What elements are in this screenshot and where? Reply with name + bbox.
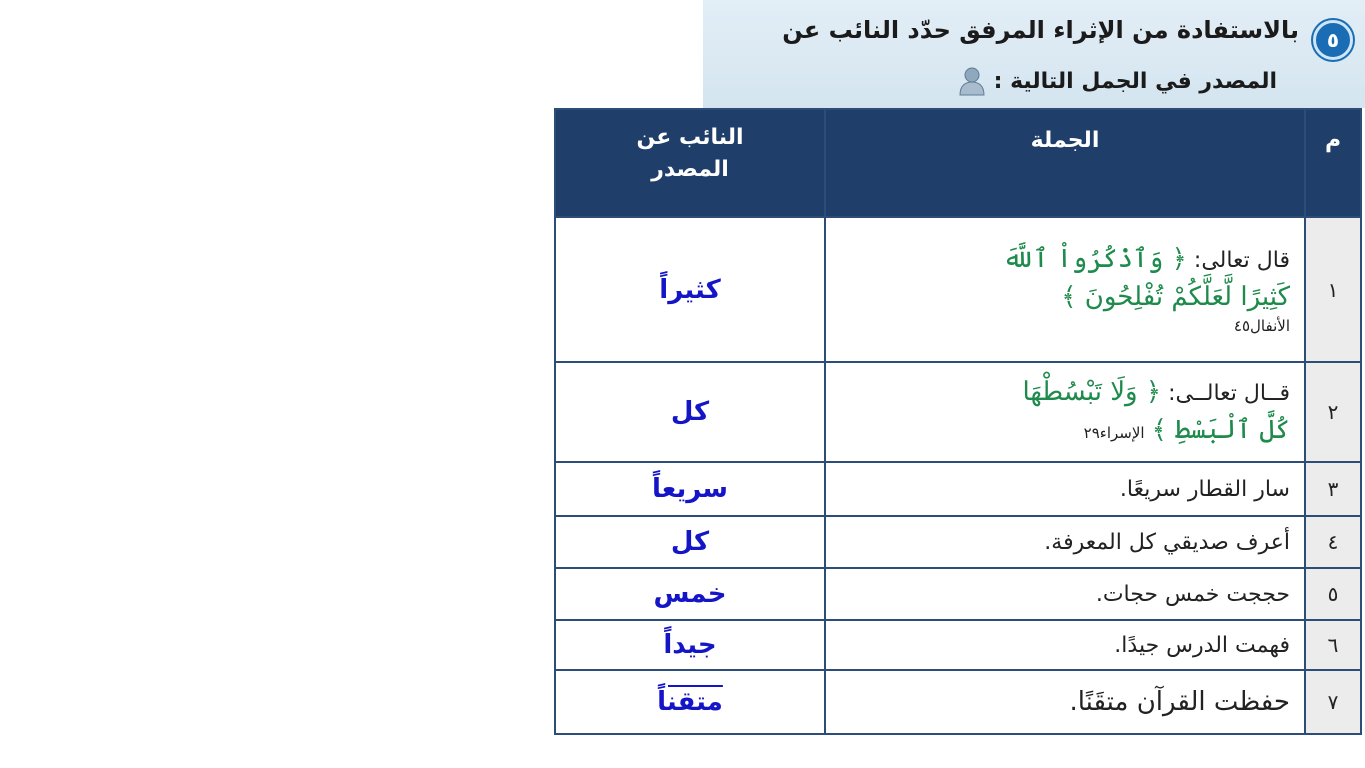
row-sentence: أعرف صديقي كل المعرفة.: [825, 516, 1305, 568]
row-number: ٦: [1305, 620, 1361, 670]
table-header-row: [555, 109, 1361, 217]
verse-text-line1: ﴿ وَلَا تَبْسُطْهَا: [1022, 377, 1162, 408]
question-header: [703, 0, 1365, 108]
row-sentence: سار القطار سريعًا.: [825, 462, 1305, 516]
verse-text-line2: كُلَّ ٱلْبَسْطِ ﴾: [1151, 415, 1290, 445]
row-number: ٢: [1305, 362, 1361, 462]
row-answer: جيداً: [555, 620, 825, 670]
header-answer: [555, 109, 825, 217]
table-row: [555, 620, 1361, 670]
row-answer: كل: [555, 516, 825, 568]
question-text-line2-label: المصدر في الجمل التالية :: [993, 68, 1277, 94]
verse-reference: الأنفال٤٥: [1233, 317, 1290, 336]
row-answer: كثيراً: [555, 217, 825, 362]
row-number: ٣: [1305, 462, 1361, 516]
header-sentence: الجملة: [825, 109, 1305, 217]
question-number-badge: ٥: [1313, 20, 1353, 60]
person-icon: [958, 66, 986, 96]
row-number: ٤: [1305, 516, 1361, 568]
table-row: [555, 362, 1361, 462]
header-answer-line1: النائب عن: [636, 125, 744, 150]
verse-text-line1: ﴿ وَٱذْكُرُواْ ٱللَّهَ: [1002, 243, 1187, 274]
row-sentence: حججت خمس حجات.: [825, 568, 1305, 620]
row-sentence: فهمت الدرس جيدًا.: [825, 620, 1305, 670]
verse-text-line2: كَثِيرًا لَّعَلَّكُمْ تُفْلِحُونَ ﴾: [1061, 281, 1290, 312]
row-answer: كل: [555, 362, 825, 462]
table-row: [555, 217, 1361, 362]
row-answer: خمس: [555, 568, 825, 620]
verse-prefix: قــال تعالــى:: [1168, 381, 1290, 407]
row-number: ٧: [1305, 670, 1361, 734]
verse-reference: الإسراء٢٩: [1083, 424, 1145, 442]
row-sentence: [825, 217, 1305, 362]
row-answer: سريعاً: [555, 462, 825, 516]
row-answer: متقناً: [555, 670, 825, 734]
header-answer-line2: المصدر: [651, 156, 729, 182]
row-number: ١: [1305, 217, 1361, 362]
table-row: [555, 568, 1361, 620]
question-text-line2: [958, 66, 1277, 96]
row-number: ٥: [1305, 568, 1361, 620]
header-num: م: [1305, 109, 1361, 217]
table-row: [555, 462, 1361, 516]
table-row: [555, 516, 1361, 568]
table-row: [555, 670, 1361, 734]
row-sentence: [825, 362, 1305, 462]
row-sentence: حفظت القرآن متقَنًا.: [825, 670, 1305, 734]
question-text-line1: بالاستفادة من الإثراء المرفق حدّد النائب عن: [782, 16, 1299, 44]
verse-prefix: قال تعالى:: [1193, 247, 1290, 273]
answer-table-container: [562, 108, 1362, 763]
answer-table: [554, 108, 1362, 735]
